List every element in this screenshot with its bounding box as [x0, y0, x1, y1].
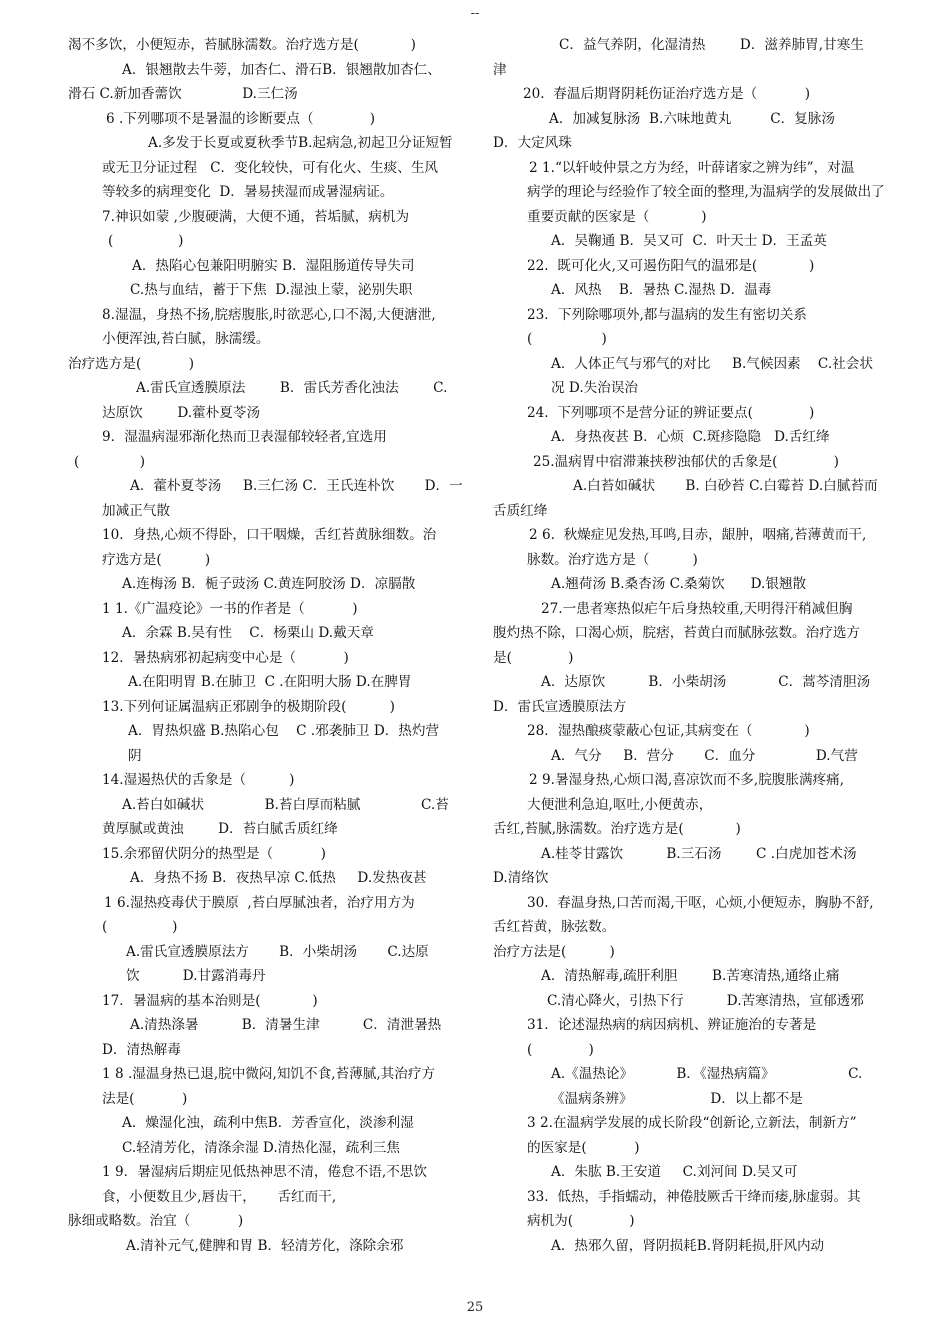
text-line: ( ) [527, 331, 607, 347]
text-line: A．身热不扬 B．夜热早凉 C.低热 D.发热夜甚 [130, 870, 427, 886]
text-line: 大便泄利急迫,呕吐,小便黄赤， [527, 796, 713, 813]
text-line: A．身热夜甚 B．心烦 C.斑疹隐隐 D.舌红绛 [551, 429, 830, 445]
text-line: 重要贡献的医家是（ ) [527, 208, 707, 225]
text-line: 病机为( ) [527, 1213, 635, 1229]
left-column [68, 33, 468, 1258]
text-line: D.清络饮 [493, 870, 549, 886]
text-line: 12．暑热病邪初起病变中心是（ ) [102, 649, 349, 666]
text-line: 9．湿温病湿邪渐化热而卫表湿郁较轻者,宜选用 [102, 429, 387, 445]
text-line: A．清热解毒,疏肝利胆 B.苦寒清热,通络止痛 [541, 968, 840, 984]
text-line: 1 9．暑湿病后期症见低热神思不清，倦怠不语,不思饮 [102, 1164, 428, 1180]
text-line: 舌红,苔腻,脉濡数。治疗选方是( ) [493, 821, 741, 837]
text-line: A．余霖 B.吴有性 C．杨栗山 D.戴天章 [122, 625, 374, 641]
text-line: A．朱肱 B.王安道 C.刘河间 D.吴又可 [551, 1164, 798, 1180]
text-line: 20. 春温后期肾阴耗伤证治疗选方是（ ) [523, 86, 811, 102]
text-line: A．吴鞠通 B．吴又可 C．叶天士 D．王孟英 [551, 233, 827, 249]
text-line: A.苔白如碱状 B.苔白厚而粘腻 C.苔 [122, 796, 449, 813]
text-line: 加减正气散 [102, 502, 170, 519]
text-line: A.翘荷汤 B.桑杏汤 C.桑菊饮 D.银翘散 [551, 576, 807, 592]
text-line: ( ) [102, 919, 178, 935]
text-line: A.多发于长夏或夏秋季节B.起病急,初起卫分证短暂 [148, 135, 453, 151]
text-line: D．清热解毒 [102, 1041, 181, 1058]
page-number: 25 [466, 1300, 484, 1315]
text-line: 24. 下列哪项不是营分证的辨证要点( ) [527, 404, 815, 421]
text-line: A.在阳明胃 B.在肺卫 C .在阳明大肠 D.在脾胃 [128, 674, 412, 690]
text-line: A.雷氏宣透膜原法方 B．小柴胡汤 C.达原 [126, 943, 429, 960]
text-line: 25.温病胃中宿滞兼挟秽浊郁伏的舌象是( ) [533, 453, 839, 470]
text-line: 的医家是( ) [527, 1139, 640, 1156]
text-line: A．藿朴夏苓汤 B.三仁汤 C．王氏连朴饮 D．一 [130, 478, 463, 494]
text-line: A.桂苓甘露饮 B.三石汤 C .白虎加苍术汤 [541, 845, 857, 862]
text-line: A.白苔如碱状 B. 白砂苔 C.白霉苔 D.白腻苔而 [573, 478, 878, 494]
text-line: 10．身热,心烦不得卧，口干咽燥，舌红苔黄脉细数。治 [102, 527, 437, 543]
text-line: A．热邪久留，肾阴损耗B.肾阴耗损,肝风内动 [551, 1237, 825, 1254]
text-line: A．银翘散去牛蒡，加杏仁、滑石B．银翘散加杏仁、 [122, 61, 441, 78]
text-line: 2 9.暑湿身热,心烦口渴,喜凉饮而不多,脘腹胀满疼痛, [529, 772, 845, 788]
text-line: 15.余邪留伏阴分的热型是（ ) [102, 845, 326, 862]
text-line: 治疗方法是( ) [493, 943, 615, 960]
text-line: D．雷氏宣透膜原法方 [493, 698, 627, 715]
text-line: 3 2.在温病学发展的成长阶段“创新论,立新法，制新方” [527, 1115, 857, 1131]
text-line: 2 6. 秋燥症见发热,耳鸣,目赤，龈肿，咽痛,苔薄黄而干, [529, 527, 867, 543]
text-line: A．气分 B．营分 C．血分 D.气营 [551, 747, 858, 764]
text-line: 8.湿温，身热不扬,脘痞腹胀,时欲恶心,口不渴,大便溏泄, [102, 306, 436, 323]
text-line: 31．论述湿热病的病因病机、辨证施治的专著是 [527, 1017, 817, 1033]
text-line: A．人体正气与邪气的对比 B.气候因素 C.社会状 [551, 355, 873, 372]
text-line: 23．下列除哪项外,都与温病的发生有密切关系 [527, 306, 807, 323]
text-line: 等较多的病理变化 D．暑易挟湿而成暑湿病证。 [102, 184, 394, 200]
text-line: 1 8 .湿温身热已退,脘中微闷,知饥不食,苔薄腻,其治疗方 [102, 1066, 436, 1082]
text-line: ( ) [74, 453, 146, 470]
text-line: A．达原饮 B．小柴胡汤 C．蒿芩清胆汤 [541, 674, 871, 690]
text-line: 《温病条辨》 D．以上都不是 [551, 1090, 803, 1107]
text-line: 渴不多饮，小便短赤，苔腻脉濡数。治疗选方是( ) [68, 37, 416, 53]
text-line: 食，小便数且少,唇齿干， 舌红而干, [102, 1188, 337, 1205]
text-line: A.清热涤暑 B．清暑生津 C．清泄暑热 [130, 1017, 442, 1033]
text-line: A.雷氏宣透膜原法 B．雷氏芳香化浊法 C. [136, 380, 448, 396]
text-line: 黄厚腻或黄浊 D．苔白腻舌质红绛 [102, 821, 338, 837]
header-mark: -- [470, 6, 480, 21]
text-line: 疗选方是( ) [102, 551, 211, 568]
text-line: 1 1.《广温疫论》一书的作者是（ ) [102, 600, 358, 617]
text-line: 舌质红绛 [493, 502, 548, 519]
text-line: A.《温热论》 B．《湿热病篇》 C. [551, 1066, 863, 1082]
text-line: 13.下列何证属温病正邪剧争的极期阶段( ) [102, 698, 395, 715]
text-line: 17．暑温病的基本治则是( ) [102, 992, 318, 1009]
text-line: 7.神识如蒙 ,少腹硬满，大便不通，苔垢腻，病机为 [102, 208, 410, 225]
text-line: 饮 D.甘露消毒丹 [126, 968, 266, 984]
text-line: 小便浑浊,苔白腻，脉濡缓。 [102, 331, 270, 347]
text-line: 法是( ) [102, 1090, 188, 1107]
text-line: 2 1.“以轩岐仲景之方为经，叶薛诸家之辨为纬”，对温 [529, 159, 855, 176]
text-line: 28．湿热酿痰蒙蔽心包证,其病变在（ ) [527, 723, 810, 739]
text-line: A．燥湿化浊，疏利中焦B．芳香宣化，淡渗利湿 [122, 1115, 414, 1131]
text-line: A.连梅汤 B．栀子豉汤 C.黄连阿胶汤 D．凉膈散 [122, 576, 416, 592]
text-line: C．益气养阴，化湿清热 D．滋养肺胃,甘寒生 [559, 37, 864, 53]
text-line: A．风热 B．暑热 C.湿热 D．温毒 [551, 282, 772, 298]
text-line: A．胃热炽盛 B.热陷心包 C .邪袭肺卫 D．热灼营 [128, 723, 440, 739]
text-line: 6 .下列哪项不是暑温的诊断要点（ ) [106, 110, 376, 127]
text-line: 脉细或略数。治宜（ ) [68, 1213, 244, 1229]
text-line: 病学的理论与经验作了较全面的整理,为温病学的发展做出了 [527, 184, 885, 200]
text-line: 33. 低热，手指蠕动，神倦肢厥舌干绛而痿,脉虚弱。其 [527, 1188, 861, 1205]
text-line: C.清心降火，引热下行 D.苦寒清热，宣郁透邪 [547, 992, 864, 1009]
text-line: 达原饮 D.藿朴夏苓汤 [102, 404, 261, 421]
text-line: 30. 春温身热,口苦而渴,干呕，心烦,小便短赤，胸胁不舒, [527, 894, 874, 911]
text-line: A.清补元气,健脾和胃 B．轻清芳化，涤除余邪 [126, 1237, 404, 1254]
text-line: 舌红苔黄，脉弦数。 [493, 919, 616, 935]
text-line: 或无卫分证过程 C．变化较快，可有化火、生痰、生风 [102, 159, 439, 176]
right-column [493, 33, 893, 1258]
text-line: 1 6.湿热疫毒伏于膜原 ,苔白厚腻浊者，治疗用方为 [104, 894, 415, 911]
text-line: 27.一患者寒热似疟午后身热较重,天明得汗稍减但胸 [541, 600, 853, 617]
text-line: 况 D.失治误治 [551, 380, 639, 396]
text-line: ( ) [527, 1041, 594, 1058]
text-line: 脉数。治疗选方是（ ) [527, 551, 698, 568]
text-line: 津 [493, 61, 507, 78]
text-line: 22. 既可化火,又可遏伤阳气的温邪是( ) [527, 257, 815, 274]
text-line: A．热陷心包兼阳明腑实 B．湿阻肠道传导失司 [132, 257, 415, 274]
text-line: 是( ) [493, 649, 574, 666]
text-line: ( ) [108, 233, 184, 249]
text-line: C.轻清芳化，清涤余湿 D.清热化湿，疏利三焦 [122, 1139, 400, 1156]
text-line: 滑石 C.新加香薷饮 D.三仁汤 [68, 86, 298, 102]
text-line: C.热与血结，蓄于下焦 D.湿浊上蒙，泌别失职 [130, 282, 413, 298]
text-line: A．加减复脉汤 B.六味地黄丸 C．复脉汤 [549, 110, 835, 127]
text-line: 腹灼热不除，口渴心烦，脘痞，苔黄白而腻脉弦数。治疗选方 [493, 625, 861, 641]
text-line: 14.湿遏热伏的舌象是（ ) [102, 772, 295, 788]
text-line: D．大定风珠 [493, 135, 572, 151]
text-line: 治疗选方是( ) [68, 355, 195, 372]
text-line: 阴 [128, 747, 142, 764]
